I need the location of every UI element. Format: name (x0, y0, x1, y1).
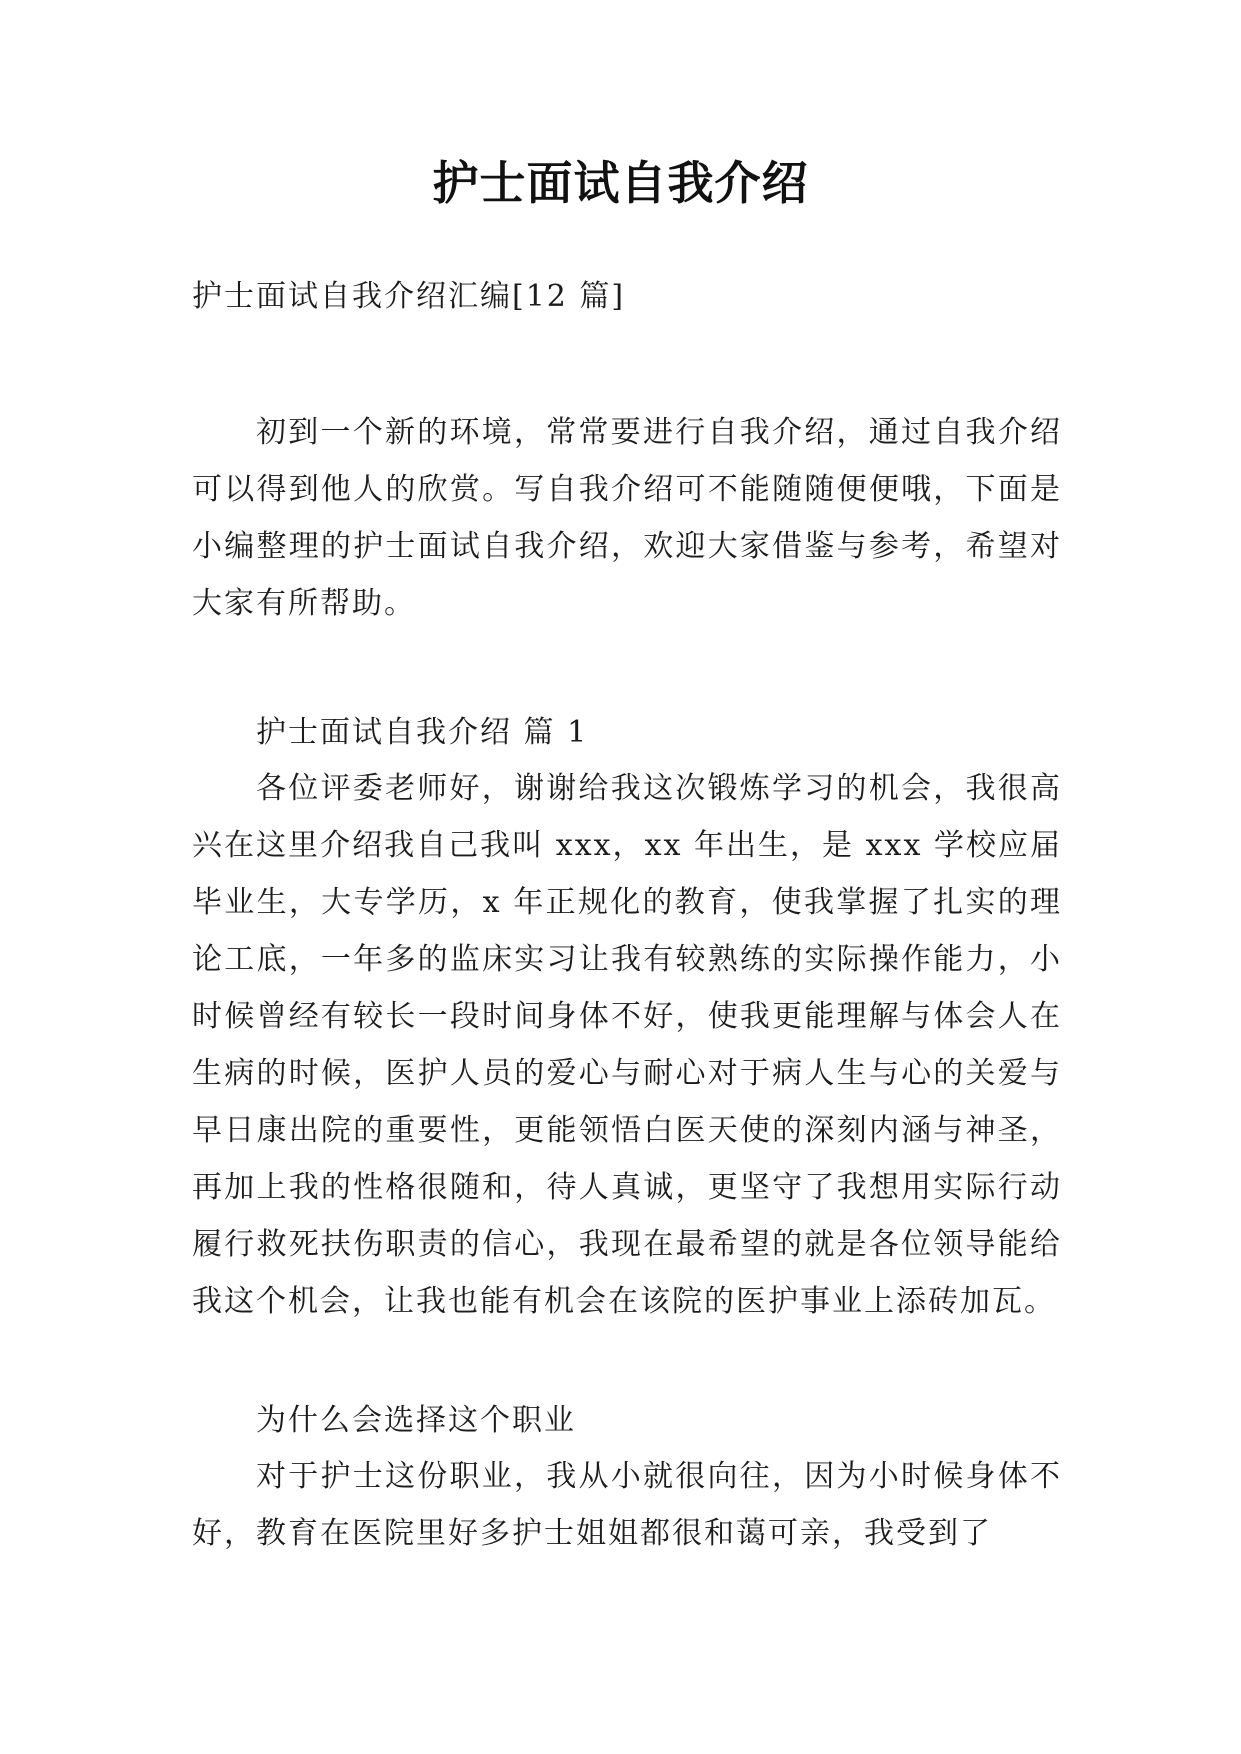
document-subtitle: 护士面试自我介绍汇编[12 篇] (192, 279, 626, 314)
document-title: 护士面试自我介绍 (432, 156, 809, 210)
section-heading: 护士面试自我介绍 篇 1 (256, 715, 589, 750)
self-introduction-paragraph: 各位评委老师好，谢谢给我这次锻炼学习的机会，我很高兴在这里介绍我自己我叫 xxx，xx 年出生，是 xxx 学校应届毕业生，大专学历，x 年正规化的教育，使我掌握了扎实的理论工底，一年多的监床实习让我有较熟练的实际操作能力，小时候曾经有较长一段时间身体不好，使我更能理解与体会人在生病的时候，医护人员的爱心与耐心对于病人生与心的关爱与早日康出院的重要性，更能领悟白医天使的深刻内涵与神圣，再加上我的性格很随和，待人真诚，更坚守了我想用实际行动履行救死扶伤职责的信心，我现在最希望的就是各位领导能给我这个机会，让我也能有机会在该院的医护事业上添砖加瓦。 (192, 771, 1062, 1319)
question-heading: 为什么会选择这个职业 (256, 1403, 576, 1438)
career-choice-paragraph: 对于护士这份职业，我从小就很向往，因为小时候身体不好，教育在医院里好多护士姐姐都很和蔼可亲，我受到了 (192, 1459, 1062, 1551)
intro-paragraph: 初到一个新的环境，常常要进行自我介绍，通过自我介绍可以得到他人的欣赏。写自我介绍可不能随随便便哦，下面是小编整理的护士面试自我介绍，欢迎大家借鉴与参考，希望对大家有所帮助。 (192, 415, 1062, 621)
